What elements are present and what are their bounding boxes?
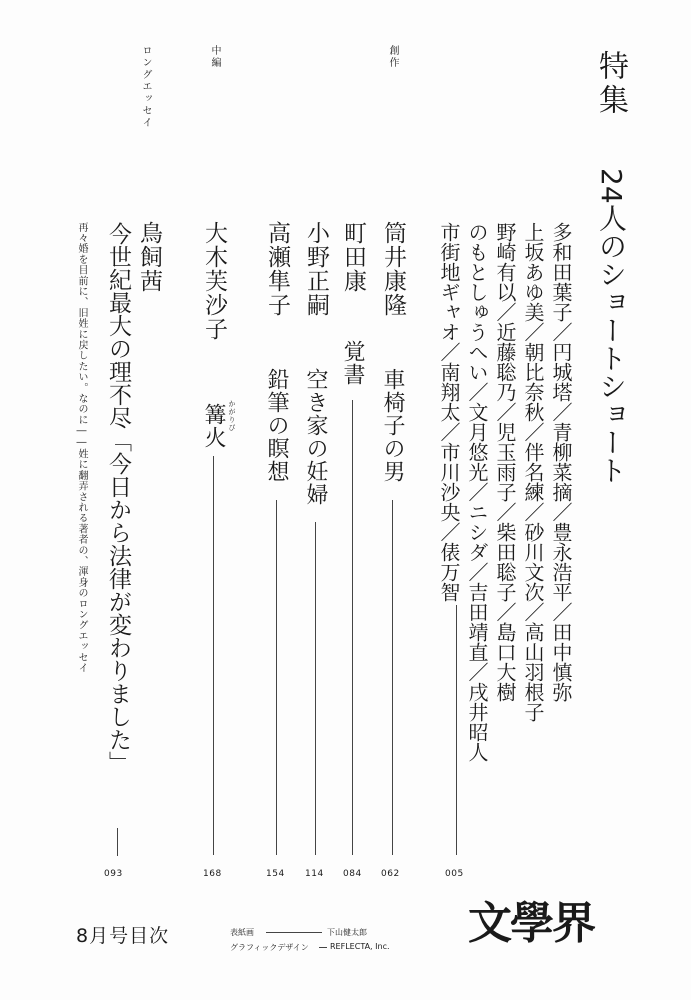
leader-line: [392, 500, 393, 855]
category-label: 中編: [209, 45, 220, 69]
fiction-author: 高瀬隼子: [264, 221, 290, 317]
design-label: グラフィックデザイン: [230, 943, 309, 952]
fiction-author: 小野正嗣: [303, 221, 329, 317]
feature-title: 24人のショートショート: [595, 168, 628, 484]
page-number: 168: [203, 869, 222, 879]
category-label: 創作: [387, 45, 398, 69]
essay-title: 今世紀最大の理不尽「今日から法律が変わりました」: [105, 222, 131, 774]
cover-credit: [230, 927, 390, 937]
credit-rule: [266, 932, 322, 933]
page-number: 154: [266, 869, 285, 879]
fiction-title: 空き家の妊婦: [303, 368, 328, 506]
cover-artist: 下山健太郎: [327, 928, 367, 937]
fiction-author: 筒井康隆: [380, 221, 406, 317]
credit-rule: [319, 947, 327, 948]
novella-ruby: かがりび: [228, 400, 236, 432]
essay-author: 鳥飼茜: [136, 221, 162, 293]
leader-line: [456, 605, 457, 855]
fiction-title: 覚書: [340, 340, 365, 386]
cover-label: 表紙画: [230, 928, 254, 937]
design-value: REFLECTA, Inc.: [330, 942, 390, 951]
contributor-column: のもとしゅうへい／文月悠光／ニシダ／吉田靖直／戌井昭人: [465, 222, 489, 762]
essay-lead: 再々婚を目前に、旧姓に戻したい。なのに――姓に翻弄される著者の、渾身のロングエッセイ: [76, 222, 87, 674]
contributor-column: 市街地ギャオ／南翔太／市川沙央／俵万智: [437, 222, 461, 602]
fiction-title: 鉛筆の瞑想: [264, 368, 289, 483]
page-number: 093: [104, 869, 123, 879]
feature-label: 特集: [593, 50, 628, 118]
toc-label: 8月号目次: [76, 925, 170, 947]
design-credit: [230, 942, 410, 952]
leader-line: [213, 456, 214, 855]
leader-line: [117, 828, 118, 856]
page-number: 005: [445, 869, 464, 879]
contributor-column: 多和田葉子／円城塔／青柳菜摘／豊永浩平／田中慎弥: [549, 222, 573, 702]
page-number: 084: [343, 869, 362, 879]
novella-author: 大木芙沙子: [201, 221, 227, 341]
fiction-author: 町田康: [340, 221, 366, 293]
magazine-logo: 文學界: [468, 898, 594, 949]
page-number: 062: [381, 869, 400, 879]
leader-line: [276, 500, 277, 855]
page-number: 114: [305, 869, 324, 879]
leader-line: [352, 400, 353, 855]
fiction-title: 車椅子の男: [380, 368, 405, 483]
contributor-column: 野崎有以／近藤聡乃／児玉雨子／柴田聡子／島口大樹: [493, 222, 517, 702]
category-label: ロングエッセイ: [140, 45, 151, 129]
leader-line: [315, 522, 316, 855]
novella-title: 篝火: [201, 403, 226, 449]
contributor-column: 上坂あゆ美／朝比奈秋／伴名練／砂川文次／高山羽根子: [521, 222, 545, 722]
